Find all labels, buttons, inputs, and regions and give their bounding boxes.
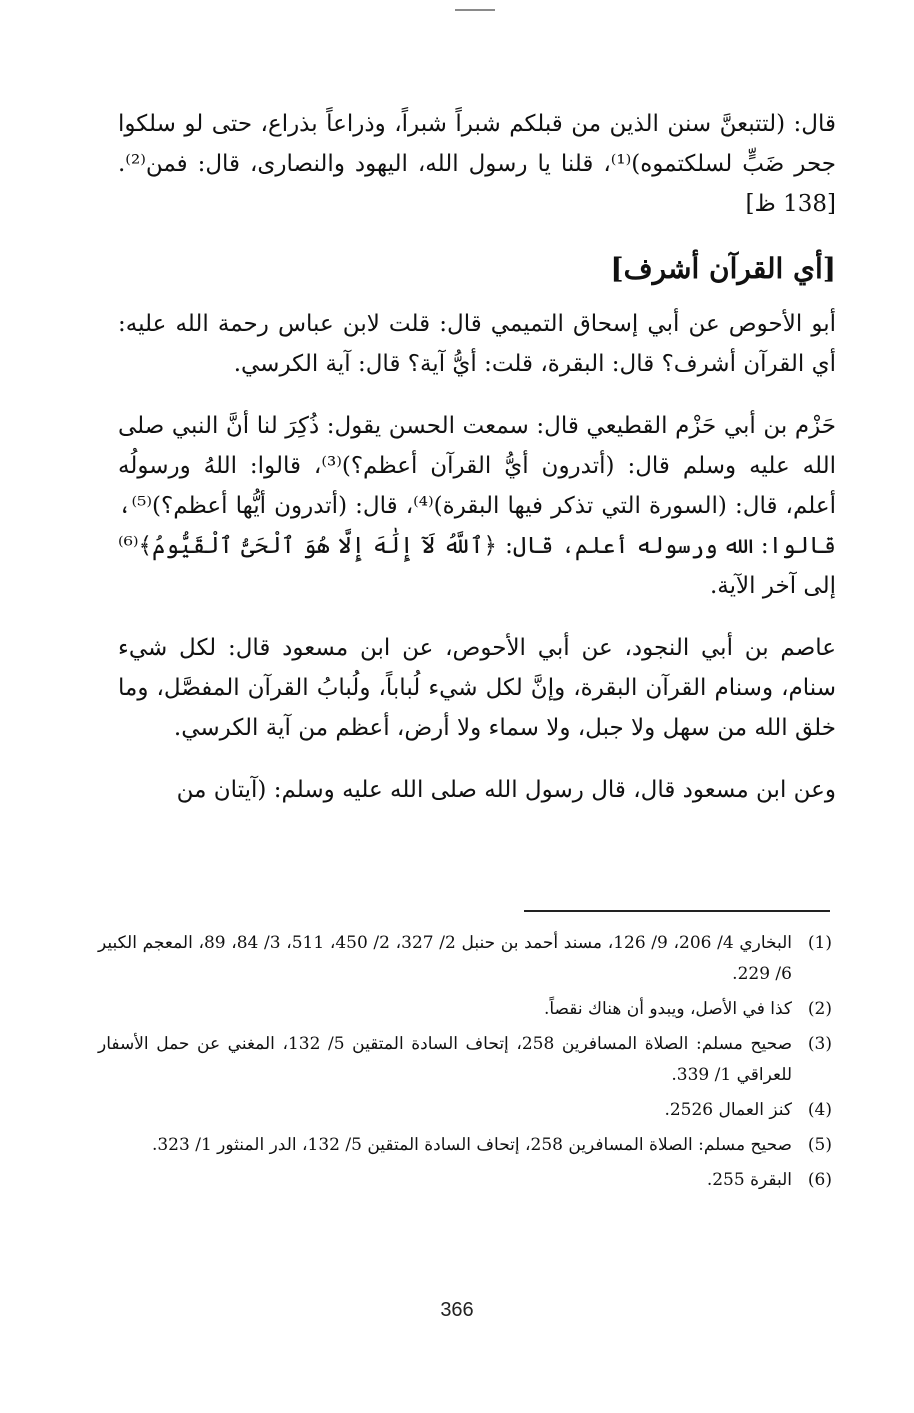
section-heading: [أي القرآن أشرف] (610, 252, 836, 285)
footnotes (98, 928, 832, 1200)
footnote-item (98, 1029, 832, 1091)
footnote-item (98, 928, 832, 990)
footnote-number: (5) (807, 1135, 832, 1155)
footnote-number: (2) (807, 999, 832, 1019)
footnote-item (98, 1165, 832, 1196)
intro-paragraph: قال: (لتتبعنَّ سنن الذين من قبلكم شبراً شبراً، وذراعاً بذراع، حتى لو سلكوا جحر ضَبٍّ لسلكتموه)⁽¹⁾، قلنا يا رسول الله، اليهود والنصارى، قال: فمن⁽²⁾. [138 ظ] (118, 111, 837, 217)
footnote-text: صحيح مسلم: الصلاة المسافرين 258، إتحاف السادة المتقين 5/ 132، الدر المنثور 1/ 323. (151, 1135, 792, 1155)
page-content (118, 96, 836, 810)
footnote-number: (3) (807, 1034, 832, 1054)
footnote-number: (4) (807, 1100, 832, 1120)
footnote-text: البقرة 255. (706, 1170, 792, 1190)
footnote-number: (1) (807, 933, 832, 953)
footnote-separator (524, 910, 830, 912)
paragraph-2: حَزْم بن أبي حَزْم القطيعي قال: سمعت الحسن يقول: ذُكِرَ لنا أنَّ النبي صلى الله عليه وسلم قال: (أتدرون أيُّ القرآن أعظم؟)⁽³⁾، قالوا: اللهُ ورسولُه أعلم، قال: (السورة التي تذكر فيها البقرة)⁽⁴⁾، قال: (أتدرون أيُّها أعظم؟)⁽⁵⁾، قالوا: الله ورسوله أعلم، قال: ﴿ٱللَّهُ لَآ إِلَٰهَ إِلَّا هُوَ ٱلْحَىُّ ٱلْقَيُّومُ﴾⁽⁶⁾ إلى آخر الآية. (118, 413, 837, 599)
page-number: 366 (440, 1299, 474, 1321)
footnote-text: كنز العمال 2526. (664, 1100, 792, 1120)
paragraph-4: وعن ابن مسعود قال، قال رسول الله صلى الله عليه وسلم: (آيتان من (176, 777, 836, 803)
footnote-text: كذا في الأصل، ويبدو أن هناك نقصاً. (543, 999, 792, 1019)
footnote-text: صحيح مسلم: الصلاة المسافرين 258، إتحاف السادة المتقين 5/ 132، المغني عن حمل الأسفار للعراقي 1/ 339. (98, 1034, 792, 1085)
footnote-item (98, 1095, 832, 1126)
footnote-number: (6) (807, 1170, 832, 1190)
paragraph-3: عاصم بن أبي النجود، عن أبي الأحوص، عن ابن مسعود قال: لكل شيء سنام، وسنام القرآن البقرة، وإنَّ لكل شيء لُباباً، ولُبابُ القرآن المفصَّل، وما خلق الله من سهل ولا جبل، ولا سماء ولا أرض، أعظم من آية الكرسي. (118, 635, 836, 741)
top-mark (455, 9, 495, 11)
footnote-item (98, 994, 832, 1025)
paragraph-1: أبو الأحوص عن أبي إسحاق التميمي قال: قلت لابن عباس رحمة الله عليه: أي القرآن أشرف؟ قال: البقرة، قلت: أيُّ آية؟ قال: آية الكرسي. (118, 311, 836, 377)
footnote-text: البخاري 4/ 206، 9/ 126، مسند أحمد بن حنبل 2/ 327، 2/ 450، 511، 3/ 84، 89، المعجم الكبير 6/ 229. (98, 933, 793, 984)
footnote-item (98, 1130, 832, 1161)
